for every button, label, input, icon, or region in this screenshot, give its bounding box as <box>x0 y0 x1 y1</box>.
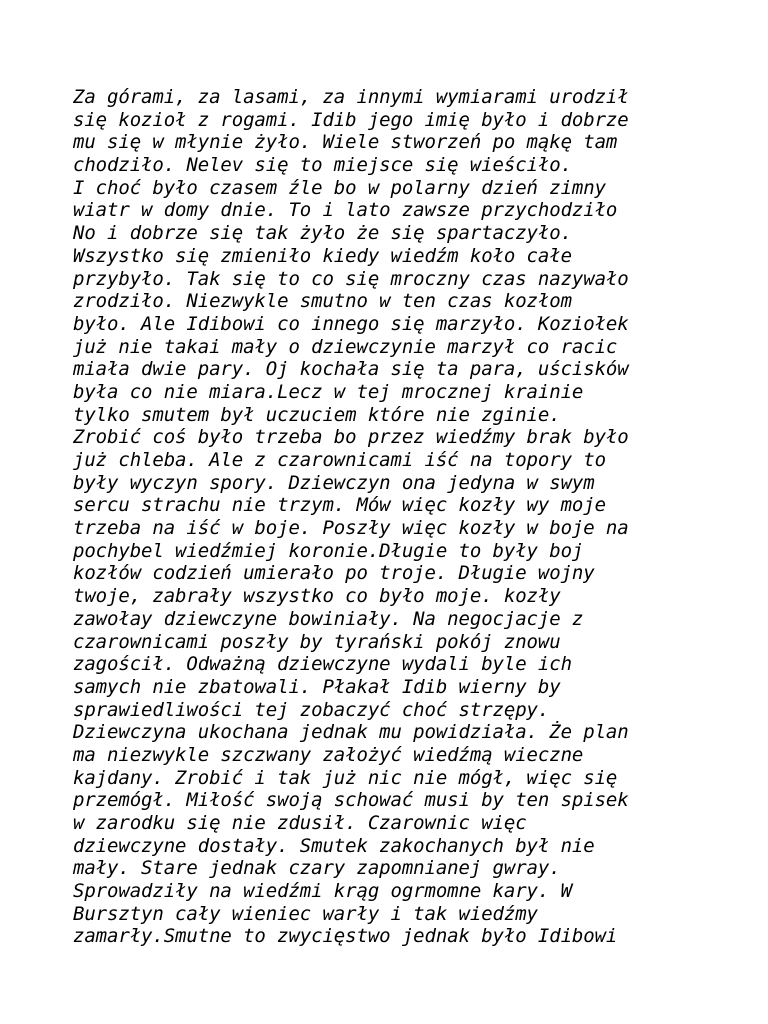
text-line: chodziło. Nelev się to miejsce się wieściło. <box>73 154 572 177</box>
text-line: zawołay dziewczyne bowiniały. Na negocjacje z <box>73 607 584 630</box>
story-text-block <box>73 86 733 948</box>
text-line: Dziewczyna ukochana jednak mu powidziała. Że plan <box>73 721 629 744</box>
text-line: zrodziło. Niezwykle smutno w ten czas kozłom <box>73 290 572 313</box>
text-line: pochybel wiedźmiej koronie.Długie to były boj <box>73 539 584 562</box>
text-line: w zarodku się nie zdusił. Czarownic więc <box>73 812 527 834</box>
text-line: Sprowadziły na wiedźmi krąg ogrmomne kary. W <box>73 880 572 903</box>
text-line: była co nie miara.Lecz w tej mrocznej krainie <box>73 380 584 403</box>
text-line: kajdany. Zrobić i tak już nic nie mógł, więc się <box>73 766 618 789</box>
text-line: sprawiedliwości tej zobaczyć choć strzępy. <box>73 698 550 721</box>
text-line: kozłów codzień umierało po troje. Długie wojny <box>73 562 595 585</box>
text-line: Zrobić coś było trzeba bo przez wiedźmy brak było <box>73 426 629 449</box>
text-line: już nie takai mały o dziewczynie marzył co racic <box>73 335 618 358</box>
text-line: dziewczyne dostały. Smutek zakochanych był nie <box>73 834 595 857</box>
text-line: było. Ale Idibowi co innego się marzyło. Koziołek <box>73 312 629 335</box>
text-line: No i dobrze się tak żyło że się spartaczyło. <box>73 222 572 245</box>
text-line: I choć było czasem źle bo w polarny dzień zimny <box>73 176 606 199</box>
text-line: zagościł. Odważną dziewczyne wydali byle ich <box>73 653 572 676</box>
text-line: już chleba. Ale z czarownicami iść na topory to <box>73 449 606 471</box>
text-line: tylko smutem był uczuciem które nie zginie. <box>73 403 561 426</box>
text-line: się kozioł z rogami. Idib jego imię było i dobrze <box>73 108 629 131</box>
text-line: ma niezwykle szczwany założyć wiedźmą wieczne <box>73 743 584 766</box>
text-line: sercu strachu nie trzym. Mów więc kozły wy moje <box>73 494 606 517</box>
text-line: Za górami, za lasami, za innymi wymiarami urodził <box>73 86 629 108</box>
text-line: zamarły.Smutne to zwycięstwo jednak było Idibowi <box>73 925 618 948</box>
text-line: Wszystko się zmieniło kiedy wiedźm koło całe <box>73 244 572 267</box>
text-line: były wyczyn spory. Dziewczyn ona jedyna w swym <box>73 471 595 494</box>
text-line: trzeba na iść w boje. Poszły więc kozły w boje na <box>73 517 629 540</box>
text-line: mały. Stare jednak czary zapomnianej gwray. <box>73 857 561 880</box>
text-line: Bursztyn cały wieniec warły i tak wiedźmy <box>73 902 538 925</box>
text-line: twoje, zabrały wszystko co było moje. kozły <box>73 585 561 608</box>
text-line: wiatr w domy dnie. To i lato zawsze przychodziło <box>73 199 618 222</box>
text-line: mu się w młynie żyło. Wiele stworzeń po mąkę tam <box>73 131 618 154</box>
text-line: przybyło. Tak się to co się mroczny czas nazywało <box>73 267 629 290</box>
text-line: miała dwie pary. Oj kochała się ta para, uścisków <box>73 358 629 381</box>
text-line: przemógł. Miłość swoją schować musi by ten spisek <box>73 789 629 812</box>
text-line: samych nie zbatowali. Płakał Idib wierny by <box>73 675 561 698</box>
text-line: czarownicami poszły by tyrański pokój znowu <box>73 630 561 653</box>
